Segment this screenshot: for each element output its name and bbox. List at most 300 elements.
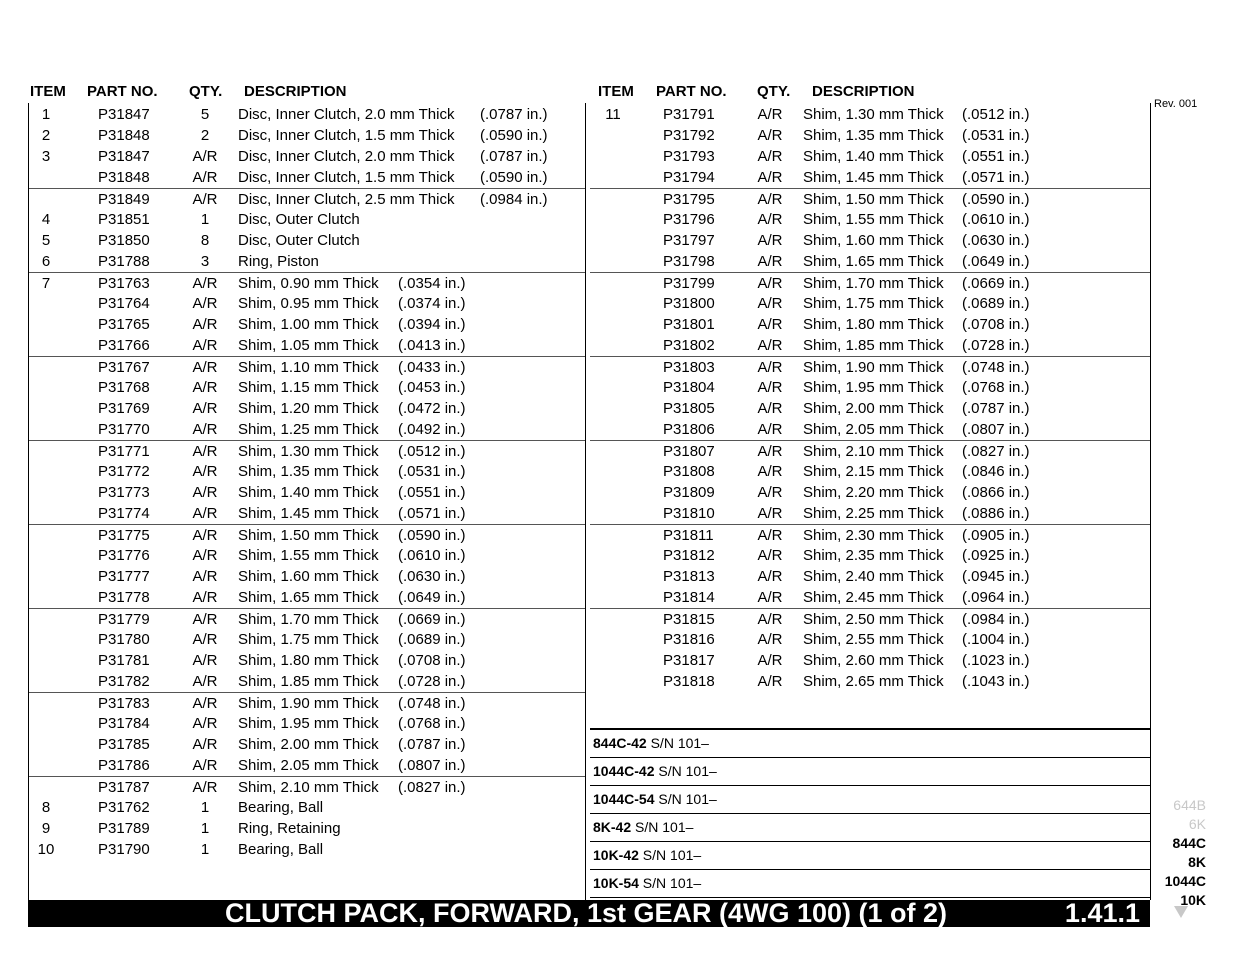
inch-equivalent: (.0768 in.) [962,379,1030,396]
table-row [29,692,585,714]
inch-equivalent: (.0610 in.) [398,547,466,564]
page-title: CLUTCH PACK, FORWARD, 1st GEAR (4WG 100) (1 of 2) [225,898,948,928]
quantity: A/R [757,443,783,460]
left-parts-table [28,103,586,900]
description: Shim, 1.00 mm Thick [238,316,379,333]
inch-equivalent: (.1043 in.) [962,673,1030,690]
description: Shim, 1.75 mm Thick [803,295,944,312]
serial-number-list [590,728,1150,898]
inch-equivalent: (.0590 in.) [962,191,1030,208]
table-row [590,146,1150,167]
table-row [590,461,1150,482]
description: Shim, 2.40 mm Thick [803,568,944,585]
description: Shim, 1.30 mm Thick [238,443,379,460]
quantity: A/R [757,275,783,292]
table-row [29,734,585,755]
description: Shim, 2.35 mm Thick [803,547,944,564]
part-number: P31795 [663,191,715,208]
quantity: A/R [192,359,218,376]
description: Shim, 2.15 mm Thick [803,463,944,480]
quantity: A/R [757,652,783,669]
inch-equivalent: (.0787 in.) [480,148,548,165]
quantity: A/R [757,211,783,228]
inch-equivalent: (.0590 in.) [480,169,548,186]
table-row [29,629,585,650]
inch-equivalent: (.0787 in.) [962,400,1030,417]
part-number: P31779 [98,611,150,628]
model-name: 1044C-42 [593,763,655,779]
description: Disc, Inner Clutch, 1.5 mm Thick [238,127,455,144]
serial-number: S/N 101– [654,791,717,807]
table-row [29,251,585,272]
table-row [590,524,1150,546]
inch-equivalent: (.0886 in.) [962,505,1030,522]
description: Shim, 0.95 mm Thick [238,295,379,312]
part-number: P31788 [98,253,150,270]
model-label: 6K [1188,816,1206,832]
quantity: A/R [192,443,218,460]
inch-equivalent: (.0768 in.) [398,715,466,732]
quantity: A/R [192,379,218,396]
left-description-header: DESCRIPTION [244,83,347,100]
quantity: A/R [757,673,783,690]
part-number: P31764 [98,295,150,312]
part-number: P31818 [663,673,715,690]
table-row [29,398,585,419]
description: Shim, 2.25 mm Thick [803,505,944,522]
quantity: 1 [200,211,210,228]
description: Shim, 2.05 mm Thick [803,421,944,438]
inch-equivalent: (.0354 in.) [398,275,466,292]
description: Shim, 2.05 mm Thick [238,757,379,774]
table-row [590,104,1150,125]
quantity: A/R [757,106,783,123]
table-row [29,440,585,462]
description: Shim, 1.95 mm Thick [238,715,379,732]
table-row [29,419,585,440]
quantity: A/R [757,589,783,606]
inch-equivalent: (.0453 in.) [398,379,466,396]
description: Shim, 1.45 mm Thick [803,169,944,186]
description: Shim, 1.20 mm Thick [238,400,379,417]
quantity: A/R [757,295,783,312]
inch-equivalent: (.0630 in.) [962,232,1030,249]
part-number: P31781 [98,652,150,669]
part-number: P31815 [663,611,715,628]
item-number: 9 [41,820,51,837]
table-row [590,587,1150,608]
table-row [590,419,1150,440]
table-row [29,566,585,587]
quantity: A/R [757,127,783,144]
part-number: P31800 [663,295,715,312]
part-number: P31804 [663,379,715,396]
description: Shim, 1.65 mm Thick [803,253,944,270]
table-row [29,188,585,210]
table-row [29,356,585,378]
inch-equivalent: (.0984 in.) [962,611,1030,628]
inch-equivalent: (.0649 in.) [962,253,1030,270]
description: Shim, 1.25 mm Thick [238,421,379,438]
description: Shim, 2.20 mm Thick [803,484,944,501]
description: Shim, 1.80 mm Thick [238,652,379,669]
quantity: A/R [192,400,218,417]
part-number: P31790 [98,841,150,858]
inch-equivalent: (.0866 in.) [962,484,1030,501]
table-row [590,125,1150,146]
inch-equivalent: (.0531 in.) [962,127,1030,144]
item-number: 10 [37,841,55,858]
description: Shim, 1.65 mm Thick [238,589,379,606]
part-number: P31847 [98,148,150,165]
inch-equivalent: (.0630 in.) [398,568,466,585]
quantity: 3 [200,253,210,270]
model-label: 844C [1172,835,1206,851]
part-number: P31778 [98,589,150,606]
model-index [1150,796,1206,910]
serial-row [590,758,1150,786]
table-row [29,230,585,251]
description: Shim, 1.90 mm Thick [238,695,379,712]
table-row [590,167,1150,188]
table-row [29,272,585,294]
inch-equivalent: (.0571 in.) [398,505,466,522]
description: Shim, 1.90 mm Thick [803,359,944,376]
inch-equivalent: (.0905 in.) [962,527,1030,544]
item-number: 5 [41,232,51,249]
item-number: 11 [605,106,621,123]
part-number: P31775 [98,527,150,544]
quantity: A/R [192,547,218,564]
inch-equivalent: (.0748 in.) [398,695,466,712]
table-row [29,104,585,125]
part-number: P31814 [663,589,715,606]
quantity: A/R [192,316,218,333]
quantity: A/R [757,148,783,165]
item-number: 1 [41,106,51,123]
part-number: P31793 [663,148,715,165]
part-number: P31807 [663,443,715,460]
part-number: P31767 [98,359,150,376]
part-number: P31783 [98,695,150,712]
description: Bearing, Ball [238,841,324,858]
part-number: P31786 [98,757,150,774]
table-row [590,503,1150,524]
description: Shim, 2.10 mm Thick [238,779,379,796]
part-number: P31777 [98,568,150,585]
part-number: P31771 [98,443,150,460]
table-row [590,230,1150,251]
serial-number: S/N 101– [638,875,702,891]
description: Shim, 2.50 mm Thick [803,611,944,628]
inch-equivalent: (.0787 in.) [398,736,466,753]
right-description-header: DESCRIPTION [812,83,915,100]
description: Shim, 2.10 mm Thick [803,443,944,460]
table-row [590,209,1150,230]
description: Shim, 2.00 mm Thick [238,736,379,753]
part-number: P31791 [663,106,715,123]
table-row [29,293,585,314]
description: Bearing, Ball [238,799,324,816]
quantity: A/R [192,715,218,732]
part-number: P31801 [663,316,715,333]
quantity: A/R [192,611,218,628]
part-number: P31780 [98,631,150,648]
serial-number: S/N 101– [631,819,694,835]
model-name: 10K-54 [593,875,639,891]
description: Shim, 1.50 mm Thick [238,527,379,544]
table-row [590,398,1150,419]
inch-equivalent: (.0846 in.) [962,463,1030,480]
table-row [590,671,1150,692]
table-row [29,671,585,692]
description: Shim, 1.50 mm Thick [803,191,944,208]
part-number: P31812 [663,547,715,564]
table-row [29,755,585,776]
quantity: A/R [757,527,783,544]
quantity: A/R [757,400,783,417]
inch-equivalent: (.0748 in.) [962,359,1030,376]
inch-equivalent: (.0964 in.) [962,589,1030,606]
quantity: A/R [757,379,783,396]
quantity: A/R [757,568,783,585]
model-label: 1044C [1164,873,1206,889]
description: Shim, 2.45 mm Thick [803,589,944,606]
inch-equivalent: (.0827 in.) [962,443,1030,460]
part-number: P31803 [663,359,715,376]
inch-equivalent: (.0807 in.) [962,421,1030,438]
serial-number: S/N 101– [638,847,702,863]
quantity: 8 [200,232,210,249]
inch-equivalent: (.0708 in.) [962,316,1030,333]
serial-row [590,870,1150,898]
model-label: 10K [1180,892,1206,908]
inch-equivalent: (.0689 in.) [962,295,1030,312]
right-qty-header: QTY. [757,83,791,100]
description: Shim, 1.95 mm Thick [803,379,944,396]
part-number: P31816 [663,631,715,648]
model-label: 8K [1188,854,1206,870]
inch-equivalent: (.0669 in.) [398,611,466,628]
description: Shim, 2.65 mm Thick [803,673,944,690]
part-number: P31817 [663,652,715,669]
inch-equivalent: (.0984 in.) [480,191,548,208]
description: Shim, 1.55 mm Thick [238,547,379,564]
inch-equivalent: (.0413 in.) [398,337,466,354]
quantity: 1 [200,841,210,858]
description: Disc, Inner Clutch, 1.5 mm Thick [238,169,455,186]
description: Disc, Outer Clutch [238,232,360,249]
inch-equivalent: (.0945 in.) [962,568,1030,585]
model-name: 8K-42 [593,819,632,835]
part-number: P31808 [663,463,715,480]
table-row [29,797,585,818]
inch-equivalent: (.0551 in.) [962,148,1030,165]
quantity: 5 [200,106,210,123]
part-number: P31810 [663,505,715,522]
part-number: P31792 [663,127,715,144]
item-number: 6 [41,253,51,270]
inch-equivalent: (.0472 in.) [398,400,466,417]
description: Shim, 2.60 mm Thick [803,652,944,669]
model-label: 644B [1173,797,1206,813]
left-item-header: ITEM [30,83,66,100]
serial-row [590,814,1150,842]
right-item-header: ITEM [598,83,634,100]
part-number: P31802 [663,337,715,354]
down-arrow-icon [1174,906,1188,918]
quantity: A/R [757,316,783,333]
serial-number: S/N 101– [646,735,709,751]
quantity: 2 [200,127,210,144]
quantity: A/R [192,695,218,712]
quantity: A/R [192,589,218,606]
table-row [29,713,585,734]
description: Disc, Inner Clutch, 2.5 mm Thick [238,191,455,208]
part-number: P31782 [98,673,150,690]
table-row [29,377,585,398]
table-row [590,188,1150,210]
table-row [29,818,585,839]
table-row [590,440,1150,462]
table-row [590,650,1150,671]
inch-equivalent: (.0374 in.) [398,295,466,312]
part-number: P31784 [98,715,150,732]
inch-equivalent: (.1004 in.) [962,631,1030,648]
quantity: A/R [192,337,218,354]
inch-equivalent: (.0571 in.) [962,169,1030,186]
description: Shim, 1.75 mm Thick [238,631,379,648]
quantity: A/R [192,631,218,648]
model-name: 10K-42 [593,847,639,863]
quantity: A/R [757,191,783,208]
description: Shim, 1.30 mm Thick [803,106,944,123]
item-number: 4 [41,211,51,228]
part-number: P31806 [663,421,715,438]
part-number: P31805 [663,400,715,417]
description: Shim, 0.90 mm Thick [238,275,379,292]
inch-equivalent: (.0551 in.) [398,484,466,501]
inch-equivalent: (.0394 in.) [398,316,466,333]
part-number: P31774 [98,505,150,522]
table-row [590,566,1150,587]
part-number: P31772 [98,463,150,480]
table-row [29,776,585,798]
table-row [590,251,1150,272]
quantity: A/R [192,275,218,292]
table-row [29,839,585,860]
table-row [29,146,585,167]
quantity: A/R [757,611,783,628]
inch-equivalent: (.0669 in.) [962,275,1030,292]
description: Shim, 1.10 mm Thick [238,359,379,376]
description: Shim, 1.60 mm Thick [238,568,379,585]
part-number: P31776 [98,547,150,564]
serial-row [590,786,1150,814]
inch-equivalent: (.0728 in.) [962,337,1030,354]
inch-equivalent: (.0512 in.) [962,106,1030,123]
description: Shim, 1.40 mm Thick [238,484,379,501]
page-number: 1.41.1 [1064,898,1140,928]
quantity: A/R [757,232,783,249]
part-number: P31848 [98,169,150,186]
inch-equivalent: (.0531 in.) [398,463,466,480]
description: Disc, Outer Clutch [238,211,360,228]
part-number: P31769 [98,400,150,417]
quantity: A/R [192,757,218,774]
inch-equivalent: (.0512 in.) [398,443,466,460]
description: Disc, Inner Clutch, 2.0 mm Thick [238,106,455,123]
table-row [29,125,585,146]
table-row [590,545,1150,566]
part-number: P31847 [98,106,150,123]
table-row [590,629,1150,650]
part-number: P31799 [663,275,715,292]
left-qty-header: QTY. [189,83,223,100]
table-row [29,167,585,188]
description: Shim, 1.55 mm Thick [803,211,944,228]
quantity: A/R [757,547,783,564]
description: Ring, Retaining [238,820,341,837]
inch-equivalent: (.0925 in.) [962,547,1030,564]
description: Shim, 2.55 mm Thick [803,631,944,648]
description: Shim, 1.85 mm Thick [238,673,379,690]
inch-equivalent: (.0492 in.) [398,421,466,438]
quantity: A/R [192,652,218,669]
part-number: P31796 [663,211,715,228]
inch-equivalent: (.0827 in.) [398,779,466,796]
table-row [29,524,585,546]
quantity: A/R [192,673,218,690]
quantity: A/R [192,736,218,753]
part-number: P31768 [98,379,150,396]
description: Ring, Piston [238,253,319,270]
description: Disc, Inner Clutch, 2.0 mm Thick [238,148,455,165]
part-number: P31770 [98,421,150,438]
part-number: P31765 [98,316,150,333]
table-row [29,503,585,524]
quantity: A/R [757,631,783,648]
part-number: P31766 [98,337,150,354]
quantity: 1 [200,799,210,816]
quantity: A/R [192,505,218,522]
inch-equivalent: (.0708 in.) [398,652,466,669]
table-row [590,293,1150,314]
inch-equivalent: (.0590 in.) [480,127,548,144]
quantity: A/R [192,421,218,438]
inch-equivalent: (.1023 in.) [962,652,1030,669]
part-number: P31850 [98,232,150,249]
description: Shim, 1.15 mm Thick [238,379,379,396]
inch-equivalent: (.0649 in.) [398,589,466,606]
table-row [590,356,1150,378]
inch-equivalent: (.0787 in.) [480,106,548,123]
quantity: A/R [192,779,218,796]
description: Shim, 1.85 mm Thick [803,337,944,354]
quantity: A/R [757,484,783,501]
part-number: P31798 [663,253,715,270]
inch-equivalent: (.0807 in.) [398,757,466,774]
part-number: P31773 [98,484,150,501]
quantity: A/R [757,463,783,480]
part-number: P31787 [98,779,150,796]
quantity: A/R [192,484,218,501]
part-number: P31813 [663,568,715,585]
part-number: P31785 [98,736,150,753]
part-number: P31811 [663,527,714,544]
part-number: P31762 [98,799,150,816]
inch-equivalent: (.0689 in.) [398,631,466,648]
